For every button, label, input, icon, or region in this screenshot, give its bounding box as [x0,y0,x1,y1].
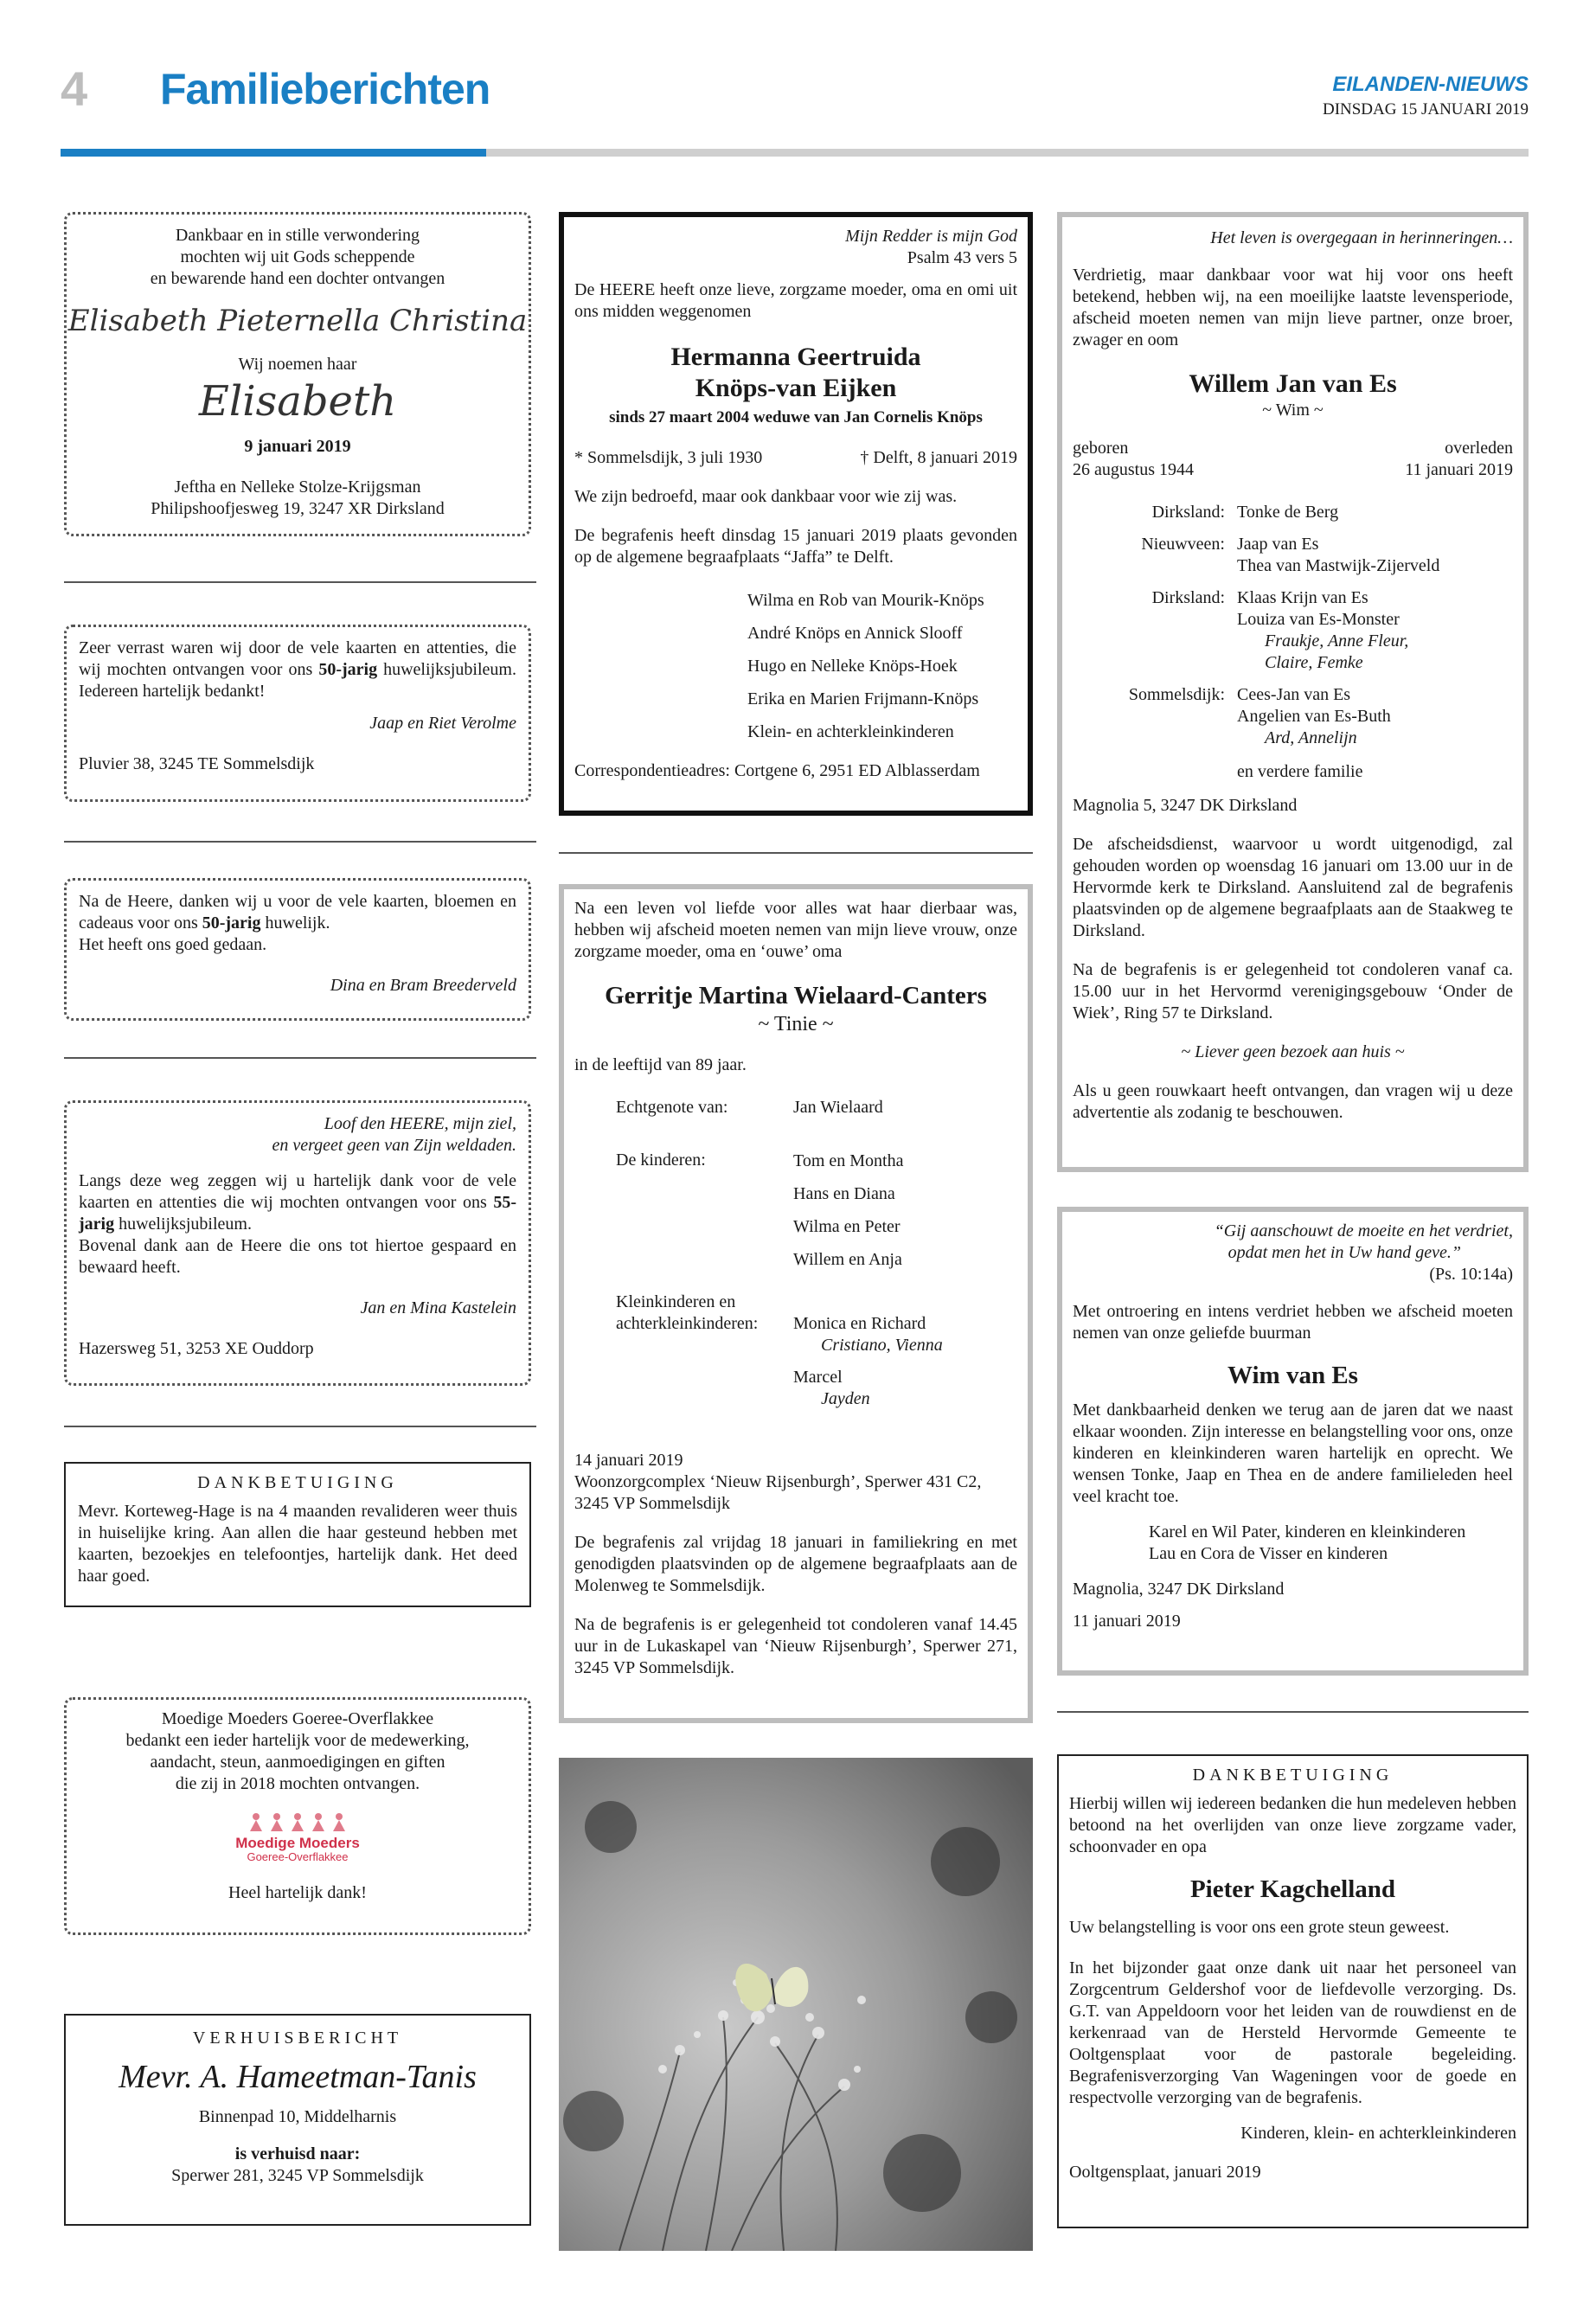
birth-date: 9 januari 2019 [244,437,351,456]
anniversary-verolme [64,625,531,802]
moedige-line-2: bedankt een ieder hartelijk voor de medewerking, [125,1731,470,1750]
knops-name-2: Knöps-van Eijken [695,374,897,402]
van-es-service: De afscheidsdienst, waarvoor u wordt uitgenodigd, zal gehouden worden op woensdag 16 januari om 13.00 uur in de Hervormde kerk te Dirksland. Aansluitend zal de begrafenis plaatsvinden op de algemene begraafplaats aan de Staakweg te Dirksland. [1073,835,1513,940]
van-es-address: Magnolia 5, 3247 DK Dirksland [1073,796,1298,815]
great-grandchildren: Cristiano, Vienna [821,1336,943,1355]
anniversary-breederveld [64,878,531,1021]
divider [559,852,1033,854]
spouse-label: Echtgenote van: [616,1098,728,1117]
spouse-name: Jan Wielaard [793,1098,883,1117]
neighbours-sign-2: Lau en Cora de Visser en kinderen [1149,1544,1388,1563]
children-label: De kinderen: [616,1150,706,1170]
knops-born: * Sommelsdijk, 3 juli 1930 [574,448,763,467]
wielaard-age: in de leeftijd van 89 jaar. [574,1055,747,1074]
knops-widow: sinds 27 maart 2004 weduwe van Jan Cornelis Knöps [609,408,983,426]
neighbours-name: Wim van Es [1227,1362,1358,1389]
divider [64,1426,536,1427]
grandchild: Monica en Richard [793,1314,926,1333]
neighbours-sign-1: Karel en Wil Pater, kinderen en kleinkinderen [1149,1522,1466,1541]
thanks-moedige-moeders [64,1697,531,1935]
birth-intro-2: mochten wij uit Gods scheppende [180,247,415,266]
header-rule-grey [486,149,1529,157]
knops-name-1: Hermanna Geertruida [670,343,921,371]
birth-parents: Jeftha en Nelleke Stolze-Krijgsman [174,478,421,497]
thanks-korteweg [64,1462,531,1607]
breederveld-text: Na de Heere, danken wij u voor de vele kaarten, bloemen en cadeaus voor ons 50-jarig huwelijk. [79,892,516,933]
moving-heading: VERHUISBERICHT [192,2029,403,2048]
neighbours-text: Met dankbaarheid denken we terug aan de jaren dat we naast elkaar woonden. Zijn interesse en belangstelling voor ons, onze kinderen en kleinkinderen waren hartelijk en oprecht. We wensen Tonke, Jaap en Thea en de andere familieleden heel veel kracht toe. [1073,1400,1513,1506]
knops-funeral: De begrafenis heeft dinsdag 15 januari 2019 plaats gevonden op de algemene begraafplaats “Jaffa” te Delft. [574,526,1017,567]
grandchildren-label-1: Kleinkinderen en [616,1292,736,1311]
kagchelland-thanks: In het bijzonder gaat onze dank uit naar het personeel van Zorgcentrum Geldershof voor de liefdevolle verzorging. Ds. G.T. van Appeldoorn voor het leiden van de rouwdienst en de kerkenraad van de Hersteld Hervormde Gemeente te Ooltgensplaat voor de pastorale begeleiding. Begrafenisverzorging Van Wageningen voor de goede en respectvolle verzorging van de begrafenis. [1069,1958,1516,2107]
born-label: geboren [1073,439,1129,458]
family-member: Erika en Marien Frijmann-Knöps [747,689,979,708]
knops-grief: We zijn bedroefd, maar ook dankbaar voor wie zij was. [574,487,958,506]
knops-died: † Delft, 8 januari 2019 [860,448,1017,467]
grandchildren-label-2: achterkleinkinderen: [616,1314,759,1333]
birth-announcement [64,212,531,536]
van-es-intro: Verdrietig, maar dankbaar voor wat hij voor ons heeft betekend, hebben wij, na een moeilijke laatste levensperiode, afscheid moeten nemen van mijn lieve partner, onze broer, zwager en oom [1073,266,1513,349]
obituary-neighbours [1057,1207,1529,1676]
obituary-knops [559,212,1033,816]
neighbours-quote-1: “Gij aanschouwt de moeite en het verdriet, [1214,1221,1513,1240]
family-member: Wilma en Rob van Mourik-Knöps [747,591,984,610]
section-title: Familieberichten [160,65,490,113]
anniversary-kastelein [64,1100,531,1386]
wielaard-intro: Na een leven vol liefde voor alles wat haar dierbaar was, hebben wij afscheid moeten nemen van mijn lieve vrouw, onze zorgzame moeder, oma en ‘ouwe’ oma [574,899,1017,961]
birth-address: Philipshoofjesweg 19, 3247 XR Dirksland [151,499,445,518]
family-member: André Knöps en Annick Slooff [747,624,963,643]
birth-full-name: Elisabeth Pieternella Christina [67,304,528,338]
moedige-line-3: aandacht, steun, aanmoedigingen en giften [150,1753,445,1772]
moving-new-address: Sperwer 281, 3245 VP Sommelsdijk [171,2166,424,2185]
wielaard-date: 14 januari 2019 [574,1451,683,1470]
divider [64,841,536,843]
family-row: Dirksland: Tonke de Berg [1151,503,1339,522]
van-es-note: Als u geen rouwkaart heeft ontvangen, dan vragen wij u deze advertentie als zodanig te beschouwen. [1073,1081,1513,1122]
kastelein-text: Langs deze weg zeggen wij u hartelijk dank voor de vele kaarten en attenties die wij mochten ontvangen voor ons 55-jarig huwelijksjubileum. [79,1171,516,1234]
knops-verse-2: Psalm 43 vers 5 [907,248,1017,267]
kastelein-sign: Jan en Mina Kastelein [360,1298,516,1317]
knops-correspondence: Correspondentieadres: Cortgene 6, 2951 ED Alblasserdam [574,761,980,780]
birth-intro-1: Dankbaar en in stille verwondering [175,226,420,245]
birth-intro-3: en bewarende hand een dochter ontvangen [150,269,445,288]
family-row: Sommelsdijk: Cees-Jan van Es Angelien van Es-Buth Ard, Annelijn [1128,685,1391,747]
thanks-heading: DANKBETUIGING [197,1473,398,1492]
moving-old-address: Binnenpad 10, Middelharnis [198,2107,397,2126]
kagchelland-name: Pieter Kagchelland [1189,1875,1396,1903]
birth-call-name: Elisabeth [198,377,397,426]
breederveld-sign: Dina en Bram Breederveld [330,976,516,995]
child: Hans en Diana [793,1184,895,1203]
neighbours-ref: (Ps. 10:14a) [1429,1265,1513,1284]
kastelein-quote-1: Loof den HEERE, mijn ziel, [324,1114,516,1133]
breederveld-text-2: Het heeft ons goed gedaan. [79,935,267,954]
kagchelland-sign: Kinderen, klein- en achterkleinkinderen [1240,2124,1516,2143]
header-rule-blue [61,149,486,157]
neighbours-date: 11 januari 2019 [1073,1612,1181,1631]
knops-dates [574,447,1017,469]
van-es-quote: Het leven is overgegaan in herinneringen… [1210,228,1513,247]
van-es-condolence: Na de begrafenis is er gelegenheid tot condoleren vanaf ca. 15.00 uur in het Hervormd verenigingsgebouw ‘Onder de Wiek’, Ring 57 te Dirksland. [1073,960,1513,1022]
verolme-text: Zeer verrast waren wij door de vele kaarten en attenties, die wij mochten ontvangen voor ons 50-jarig huwelijksjubileum. Iedereen hartelijk bedankt! [79,638,516,701]
kastelein-text-2: Bovenal dank aan de Heere die ons tot hiertoe gespaard en bewaard heeft. [79,1236,516,1277]
wielaard-funeral: De begrafenis zal vrijdag 18 januari in familiekring en met genodigden plaatsvinden op de algemene begraafplaats aan de Molenweg te Sommelsdijk. [574,1533,1017,1595]
moedige-thanks: Heel hartelijk dank! [228,1883,367,1902]
moving-moved: is verhuisd naar: [234,2144,361,2163]
kagchelland-support: Uw belangstelling is voor ons een grote steun geweest. [1069,1918,1450,1937]
divider [64,1057,536,1059]
thanks-kagchelland [1057,1754,1529,2228]
birth-call-intro: Wij noemen haar [238,355,357,374]
kastelein-address: Hazersweg 51, 3253 XE Ouddorp [79,1339,314,1358]
neighbours-quote-2: opdat men het in Uw hand geve.” [1227,1243,1461,1262]
van-es-name: Willem Jan van Es [1189,369,1397,398]
died-label: overleden [1445,439,1513,458]
butterfly-photo [559,1758,1033,2251]
van-es-further-family: en verdere familie [1237,762,1363,781]
grandchild: Marcel [793,1368,843,1387]
neighbours-intro: Met ontroering en intens verdriet hebben we afscheid moeten nemen van onze geliefde buurman [1073,1302,1513,1343]
divider [1057,1711,1529,1713]
family-row: Nieuwveen: Jaap van Es Thea van Mastwijk-Zijerveld [1141,535,1440,575]
moedige-line-1: Moedige Moeders Goeree-Overflakkee [161,1709,434,1728]
divider [64,581,536,583]
moving-name: Mevr. A. Hameetman-Tanis [119,2059,477,2095]
child: Willem en Anja [793,1250,902,1269]
child: Wilma en Peter [793,1217,901,1236]
child: Tom en Montha [793,1151,904,1170]
great-grandchildren: Jayden [821,1389,870,1408]
kagchelland-intro: Hierbij willen wij iedereen bedanken die hun medeleven hebben betoond na het overlijden van onze lieve zorgzame vader, schoonvader en opa [1069,1794,1516,1856]
page-number: 4 [61,61,88,116]
van-es-no-visit: ~ Liever geen bezoek aan huis ~ [1181,1042,1405,1061]
kastelein-quote-2: en vergeet geen van Zijn weldaden. [272,1136,516,1155]
moving-notice [64,2014,531,2226]
family-member: Hugo en Nelleke Knöps-Hoek [747,657,958,676]
knops-verse-1: Mijn Redder is mijn God [845,227,1017,246]
moedige-line-4: die zij in 2018 mochten ontvangen. [175,1774,420,1793]
moedige-logo-text-2: Goeree-Overflakkee [247,1850,349,1863]
died-date: 11 januari 2019 [1405,460,1513,479]
kagchelland-place-date: Ooltgensplaat, januari 2019 [1069,2163,1261,2182]
verolme-sign: Jaap en Riet Verolme [369,714,516,733]
publication-logo: EILANDEN-NIEUWS [1332,73,1529,96]
thanks-text: Mevr. Korteweg-Hage is na 4 maanden revalideren weer thuis in huiselijke kring. Aan allen die haar gesteund hebben met kaarten, bezoekjes en telefoontjes, hartelijk dank. Het deed haar goed. [78,1502,517,1586]
wielaard-address-1: Woonzorgcomplex ‘Nieuw Rijsenburgh’, Sperwer 431 C2, [574,1472,982,1491]
neighbours-address: Magnolia, 3247 DK Dirksland [1073,1580,1285,1599]
butterfly-flowers-image [559,1758,1033,2251]
obituary-wielaard [559,884,1033,1723]
wielaard-nickname: ~ Tinie ~ [758,1013,834,1035]
obituary-van-es [1057,212,1529,1172]
wielaard-condolence: Na de begrafenis is er gelegenheid tot condoleren vanaf 14.45 uur in de Lukaskapel van ‘Nieuw Rijsenburgh’, Sperwer 271, 3245 VP Sommelsdijk. [574,1615,1017,1677]
family-member: Klein- en achterkleinkinderen [747,722,954,741]
wielaard-name: Gerritje Martina Wielaard-Canters [605,982,987,1009]
wielaard-address-2: 3245 VP Sommelsdijk [574,1494,731,1513]
knops-intro: De HEERE heeft onze lieve, zorgzame moeder, oma en omi uit ons midden weggenomen [574,280,1017,321]
family-row: Dirksland: Klaas Krijn van Es Louiza van Es-Monster Fraukje, Anne Fleur, Claire, Femke [1151,588,1409,672]
issue-date: DINSDAG 15 JANUARI 2019 [1322,100,1529,119]
moedige-logo-text-1: Moedige Moeders [235,1835,360,1851]
knops-family-list [574,584,1017,748]
van-es-nickname: ~ Wim ~ [1262,401,1324,420]
kagchelland-heading: DANKBETUIGING [1192,1766,1394,1785]
born-date: 26 augustus 1944 [1073,460,1194,479]
moedige-moeders-logo [211,1812,384,1863]
verolme-address: Pluvier 38, 3245 TE Sommelsdijk [79,754,315,773]
figures-icon [246,1812,349,1831]
